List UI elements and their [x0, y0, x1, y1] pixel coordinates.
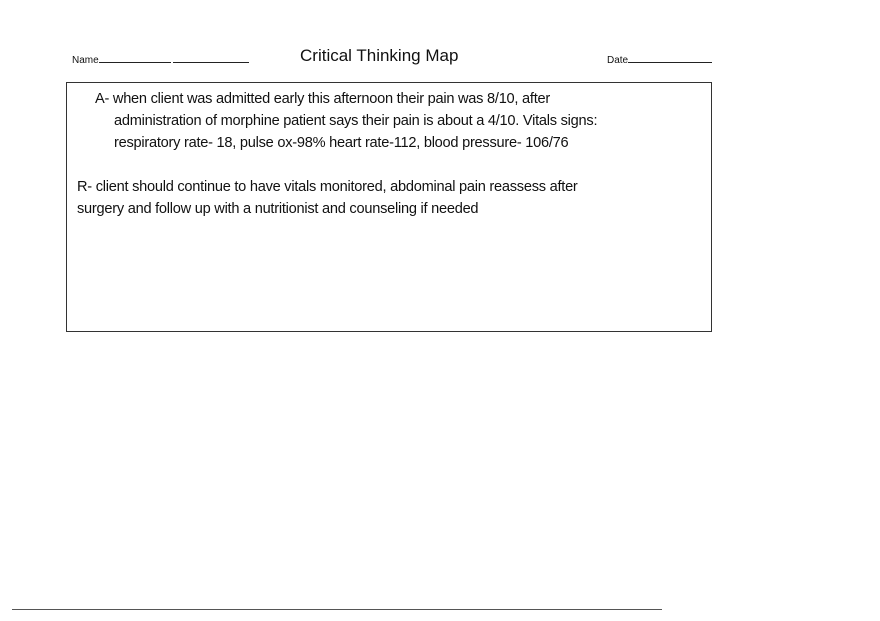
assessment-line-1: A- when client was admitted early this afternoon their pain was 8/10, after: [95, 91, 550, 107]
assessment-line-2: administration of morphine patient says their pain is about a 4/10. Vitals signs:: [114, 113, 598, 129]
footer-divider: [12, 609, 662, 610]
recommendation-line-2: surgery and follow up with a nutritionist and counseling if needed: [77, 201, 479, 217]
name-blank-2[interactable]: [173, 53, 249, 63]
map-box: [66, 82, 712, 332]
assessment-line-3: respiratory rate- 18, pulse ox-98% heart rate-112, blood pressure- 106/76: [114, 135, 569, 151]
recommendation-line-1: R- client should continue to have vitals monitored, abdominal pain reassess after: [77, 179, 578, 195]
date-field[interactable]: [607, 53, 712, 66]
name-label: Name: [72, 55, 99, 66]
page-title: Critical Thinking Map: [300, 46, 459, 65]
name-field[interactable]: [72, 53, 249, 66]
date-label: Date: [607, 55, 629, 66]
date-blank[interactable]: [628, 53, 712, 63]
name-blank-1[interactable]: [99, 53, 171, 63]
